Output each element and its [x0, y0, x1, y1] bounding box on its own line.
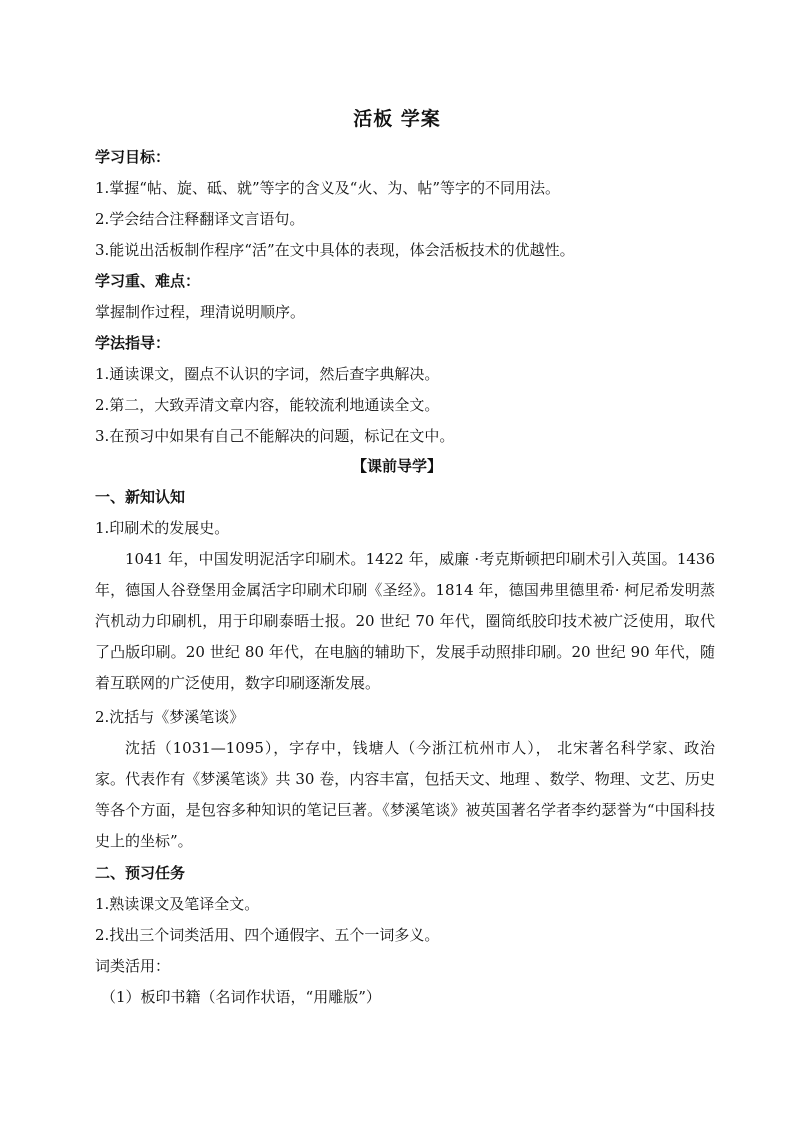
objective-item-1: 1.掌握“帖、旋、砥、就”等字的含义及“火、为、帖”等字的不同用法。	[95, 179, 560, 197]
document-title: 活板 学案	[353, 108, 441, 130]
method-heading: 学法指导：	[95, 334, 171, 352]
section1-sub1: 1.印刷术的发展史。	[95, 519, 230, 537]
task-item-1: 1.熟读课文及笔译全文。	[95, 895, 260, 913]
objective-item-3: 3.能说出活板制作程序“活”在文中具体的表现，体会活板技术的优越性。	[95, 241, 575, 259]
method-item-1: 1.通读课文，圈点不认识的字词，然后查字典解决。	[95, 365, 440, 383]
section1-heading: 一、新知认知	[95, 488, 186, 506]
section1-sub2: 2.沈括与《梦溪笔谈》	[95, 708, 245, 726]
objective-item-2: 2.学会结合注释翻译文言语句。	[95, 210, 305, 228]
word-class-example: （1）板印书籍（名词作状语，“用雕版”）	[101, 988, 381, 1006]
key-points-heading: 学习重、难点：	[95, 272, 201, 290]
method-item-3: 3.在预习中如果有自己不能解决的问题，标记在文中。	[95, 427, 455, 445]
word-class-heading: 词类活用：	[95, 957, 171, 975]
shen-kuo-paragraph: 沈括（1031—1095），字存中，钱塘人（今浙江杭州市人）， 北宋著名科学家、政治家。代表作有《梦溪笔谈》共 30 卷，内容丰富，包括天文、地理 、数学、物理、文艺、历史等各个方面，是包容多种知识的笔记巨著。《梦溪笔谈》被英国著名学者李约瑟誉为“中国科技史上的坐标”。	[95, 739, 715, 850]
printing-history-paragraph: 1041 年，中国发明泥活字印刷术。1422 年，威廉 ·考克斯顿把印刷术引入英国。1436 年，德国人谷登堡用金属活字印刷术印刷《圣经》。1814 年，德国弗里德里希· 柯尼希发明蒸汽机动力印刷机，用于印刷泰晤士报。20 世纪 70 年代，圈筒纸胶印技术被广泛使用，取代了凸版印刷。20 世纪 80 年代，在电脑的辅助下，发展手动照排印刷。20 世纪 90 年代，随着互联网的广泛使用，数字印刷逐渐发展。	[95, 550, 715, 692]
section2-heading: 二、预习任务	[95, 864, 186, 882]
key-points-text: 掌握制作过程，理清说明顺序。	[95, 303, 306, 321]
preview-heading: 【课前导学】	[351, 457, 442, 475]
objectives-heading: 学习目标：	[95, 148, 171, 166]
task-item-2: 2.找出三个词类活用、四个通假字、五个一词多义。	[95, 926, 440, 944]
method-item-2: 2.第二，大致弄清文章内容，能较流利地通读全文。	[95, 396, 440, 414]
